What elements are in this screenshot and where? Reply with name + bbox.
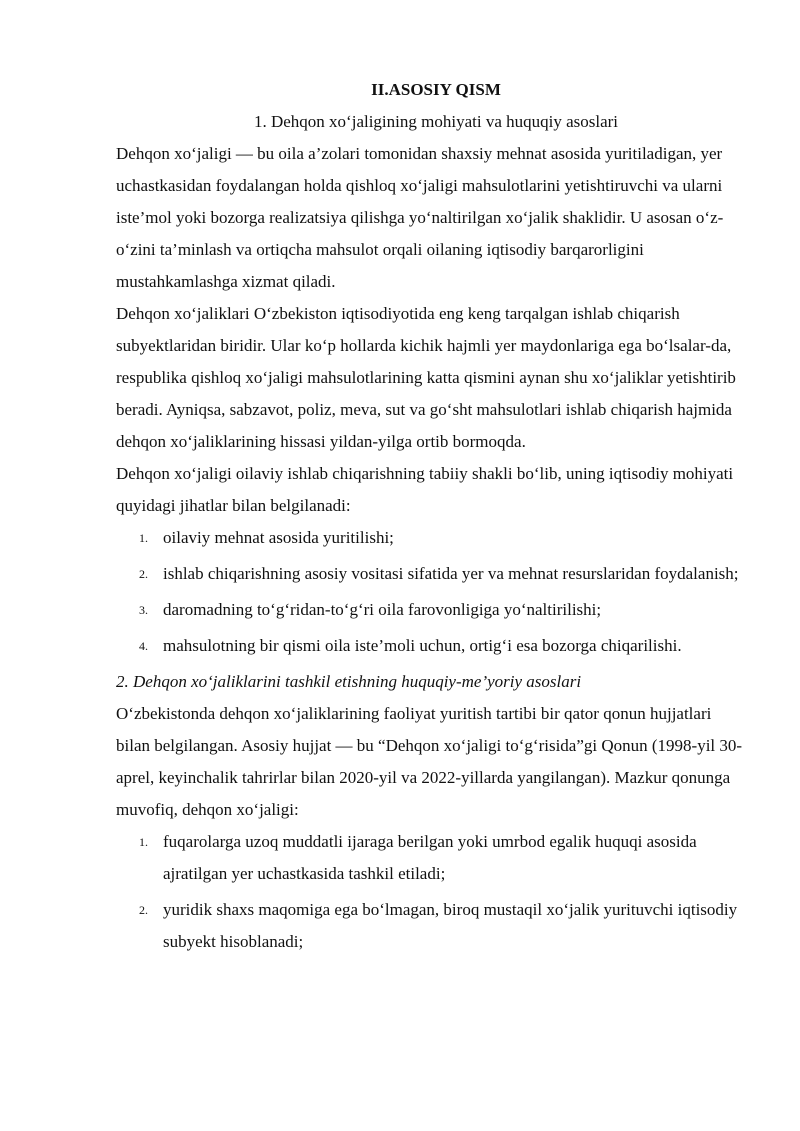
document-body bbox=[116, 74, 746, 962]
main-heading: II.ASOSIY QISM bbox=[371, 80, 501, 99]
paragraph-significance: Dehqon xo‘jaliklari O‘zbekiston iqtisodiyotida eng keng tarqalgan ishlab chiqarish subyektlaridan biridir. Ular ko‘p hollarda kichik hajmli yer maydonlariga ega bo‘lsalar-da, respublika qishloq xo‘jaligi mahsulotlarining katta qismini aynan shu xo‘jaliklar yetishtirib beradi. Ayniqsa, sabzavot, poliz, meva, sut va go‘sht mahsulotlari ishlab chiqarish hajmida dehqon xo‘jaliklarining hissasi yildan-yilga ortib bormoqda. bbox=[116, 304, 736, 451]
essence-list bbox=[116, 522, 746, 662]
paragraph-legal-basis: O‘zbekistonda dehqon xo‘jaliklarining faoliyat yuritish tartibi bir qator qonun hujjatlari bilan belgilangan. Asosiy hujjat — bu “Dehqon xo‘jaligi to‘g‘risida”gi Qonun (1998-yil 30-aprel, keyinchalik tahrirlar bilan 2020-yil va 2022-yillarda yangilangan). Mazkur qonunga muvofiq, dehqon xo‘jaligi: bbox=[116, 704, 743, 819]
paragraph-definition: Dehqon xo‘jaligi — bu oila a’zolari tomonidan shaxsiy mehnat asosida yuritiladigan, yer uchastkasidan foydalangan holda qishloq xo‘jaligi mahsulotlarini yetishtiruvchi va ularni iste’mol yoki bozorga realizatsiya qilishga yo‘naltirilgan xo‘jalik shaklidir. U asosan o‘z-o‘zini ta’minlash va ortiqcha mahsulot orqali oilaning iqtisodiy barqarorligini mustahkamlashga xizmat qiladi. bbox=[116, 144, 724, 291]
list-item-number: 3. bbox=[139, 603, 148, 617]
list-item bbox=[116, 558, 746, 590]
list-item bbox=[116, 630, 746, 662]
legal-list bbox=[116, 826, 746, 958]
list-item-text: daromadning to‘g‘ridan-to‘g‘ri oila farovonligiga yo‘naltirilishi; bbox=[163, 600, 602, 619]
list-item-number: 4. bbox=[139, 639, 148, 653]
list-item-number: 2. bbox=[139, 567, 148, 581]
list-item-text: fuqarolarga uzoq muddatli ijaraga berilgan yoki umrbod egalik huquqi asosida ajratilgan yer uchastkasida tashkil etiladi; bbox=[163, 832, 697, 883]
list-item bbox=[116, 522, 746, 554]
list-item-text: ishlab chiqarishning asosiy vositasi sifatida yer va mehnat resurslaridan foydalanish; bbox=[163, 564, 739, 583]
list-item-number: 1. bbox=[139, 531, 148, 545]
list-item-number: 2. bbox=[139, 903, 148, 917]
list-item-text: mahsulotning bir qismi oila iste’moli uchun, ortig‘i esa bozorga chiqarilishi. bbox=[163, 636, 682, 655]
list-item bbox=[116, 594, 746, 626]
paragraph-essence-intro: Dehqon xo‘jaligi oilaviy ishlab chiqarishning tabiiy shakli bo‘lib, uning iqtisodiy mohiyati quyidagi jihatlar bilan belgilanadi: bbox=[116, 464, 734, 515]
list-item-text: oilaviy mehnat asosida yuritilishi; bbox=[163, 528, 394, 547]
section-2-title: 2. Dehqon xo‘jaliklarini tashkil etishning huquqiy-me’yoriy asoslari bbox=[116, 672, 582, 691]
list-item-number: 1. bbox=[139, 835, 148, 849]
list-item bbox=[116, 894, 746, 958]
section-1-title: 1. Dehqon xo‘jaligining mohiyati va huquqiy asoslari bbox=[253, 112, 619, 131]
list-item-text: yuridik shaxs maqomiga ega bo‘lmagan, biroq mustaqil xo‘jalik yurituvchi iqtisodiy subyekt hisoblanadi; bbox=[163, 900, 738, 951]
list-item bbox=[116, 826, 746, 890]
